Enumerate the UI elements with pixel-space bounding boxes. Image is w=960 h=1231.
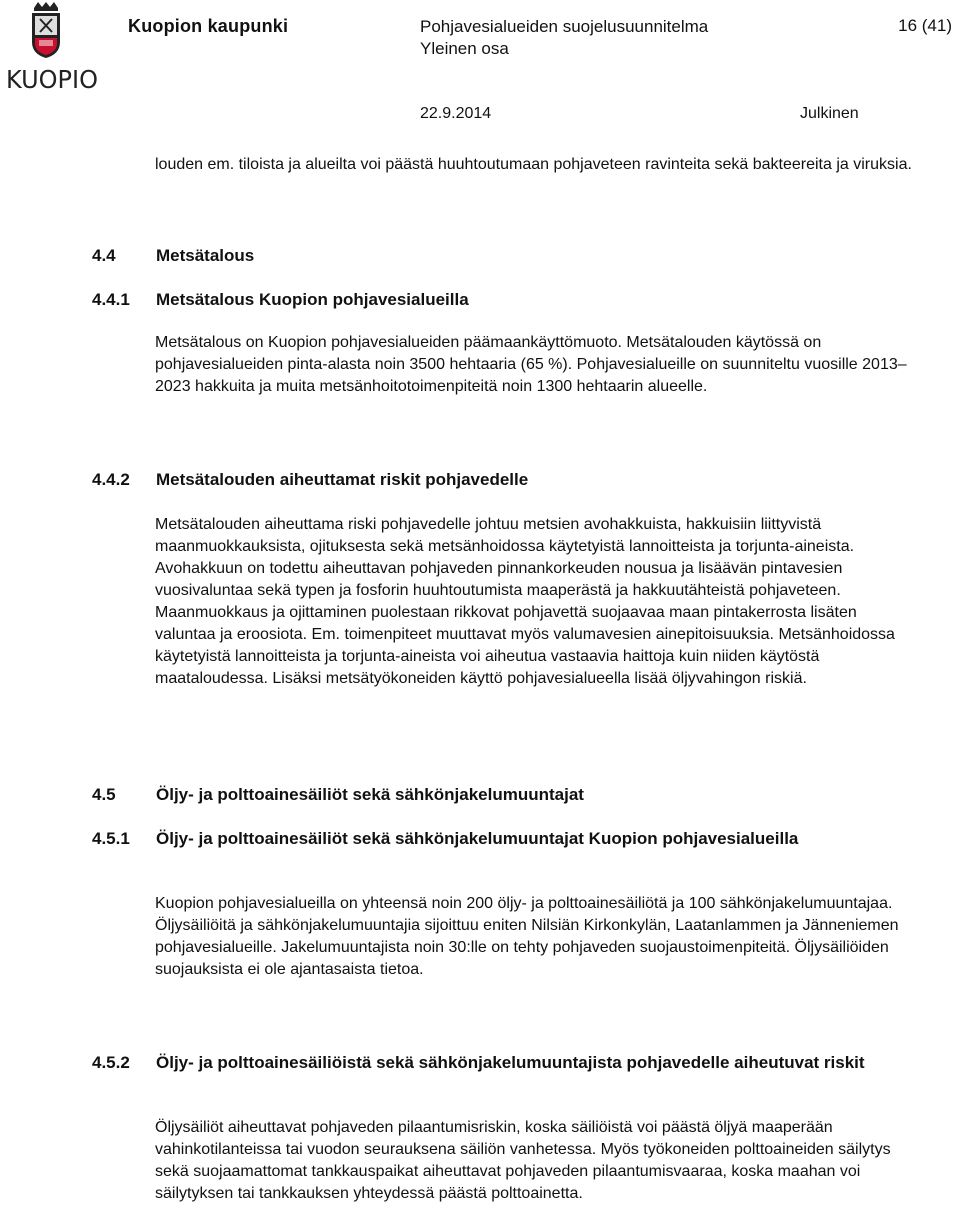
heading-number: 4.5.1 [92,829,130,848]
paragraph-4-5-2: Öljysäiliöt aiheuttavat pohjaveden pilaantumisriskin, koska säiliöistä voi päästä öljyä maaperään vahinkotilanteissa tai vuodon seurauksena säiliön vanhetessa. Myös työkoneiden polttoaineiden säilytys sekä suojaamattomat tankkauspaikat aiheuttavat pohjaveden pilaantumisvaaraa, koska maahan voi säilytyksen tai tankkauksen yhteydessä päästä polttoainetta. [155,1119,891,1202]
heading-4-5 [92,784,912,806]
heading-text: Öljy- ja polttoainesäiliöt sekä sähkönjakelumuuntajat [156,785,584,804]
document-title-block [420,16,708,60]
paragraph-4-4-1: Metsätalous on Kuopion pohjavesialueiden päämaankäyttömuoto. Metsätalouden käytössä on pohjavesialueiden pinta-alasta noin 3500 hehtaaria (65 %). Pohjavesialueille on suunniteltu vuosille 2013–2023 hakkuita ja muita metsänhoitotoimenpiteitä noin 1300 hehtaarin alueelle. [155,334,907,395]
paragraph-4-4-2: Metsätalouden aiheuttama riski pohjavedelle johtuu metsien avohakkuista, hakkuisiin liittyvistä maanmuokkauksista, ojituksesta sekä metsänhoidossa käytetyistä lannoitteista ja torjunta-aineista. Avohakkuun on todettu aiheuttavan pohjaveden pinnankorkeuden nousua ja lisäävän pintavesien vuosivaluntaa sekä typen ja fosforin huuhtoutumista maaperästä ja hakkuutähteistä pohjaveteen. Maanmuokkaus ja ojittaminen puolestaan rikkovat pohjavettä suojaavaa maan pintakerrosta lisäten valuntaa ja eroosiota. Em. toimenpiteet muuttavat myös valumavesien ainepitoisuuksia. Metsänhoidossa käytetyistä lannoitteista ja torjunta-aineista voi aiheutua vastaavia haittoja kuin niiden käytöstä maataloudessa. Lisäksi metsätyökoneiden käyttö pohjavesialueella lisää öljyvahingon riskiä. [155,516,895,687]
logo-wordmark: KUOPIO [6,65,98,94]
document-title: Pohjavesialueiden suojelusuunnitelma [420,17,709,36]
heading-text: Metsätalous Kuopion pohjavesialueilla [156,290,469,309]
kuopio-logo [4,2,100,94]
heading-text: Metsätalous [156,246,255,265]
heading-number: 4.5.2 [92,1053,130,1072]
heading-text: Metsätalouden aiheuttamat riskit pohjavedelle [156,470,529,489]
heading-4-4-2 [92,469,912,491]
document-classification: Julkinen [800,105,859,122]
document-subtitle: Yleinen osa [420,39,509,58]
heading-4-5-1 [92,828,912,850]
heading-4-4 [92,245,912,267]
heading-4-5-2 [92,1052,912,1074]
intro-paragraph: louden em. tiloista ja alueilta voi päästä huuhtoutumaan pohjaveteen ravinteita sekä bakteereita ja viruksia. [155,156,912,173]
heading-text: Öljy- ja polttoainesäiliöt sekä sähkönjakelumuuntajat Kuopion pohjavesialueilla [156,829,799,848]
paragraph-4-5-1: Kuopion pohjavesialueilla on yhteensä noin 200 öljy- ja polttoainesäiliötä ja 100 sähkönjakelumuuntajaa. Öljysäiliöitä ja sähkönjakelumuuntajia sijoittuu eniten Nilsiän Kirkonkylän, Laatanlammen ja Jänneniemen pohjavesialueille. Jakelumuuntajista noin 30:lle on tehty pohjaveden suojaustoimenpiteitä. Öljysäiliöiden suojauksista ei ole ajantasaista tietoa. [155,895,899,978]
coat-of-arms-icon [4,2,100,94]
heading-number: 4.4.2 [92,470,130,489]
heading-number: 4.4.1 [92,290,130,309]
heading-4-4-1 [92,289,912,311]
heading-number: 4.4 [92,246,116,265]
heading-number: 4.5 [92,785,116,804]
page-number: 16 (41) [898,16,952,35]
heading-text: Öljy- ja polttoainesäiliöistä sekä sähkönjakelumuuntajista pohjavedelle aiheutuvat riskit [156,1053,865,1072]
document-date: 22.9.2014 [420,105,492,122]
organization-name: Kuopion kaupunki [128,16,289,36]
